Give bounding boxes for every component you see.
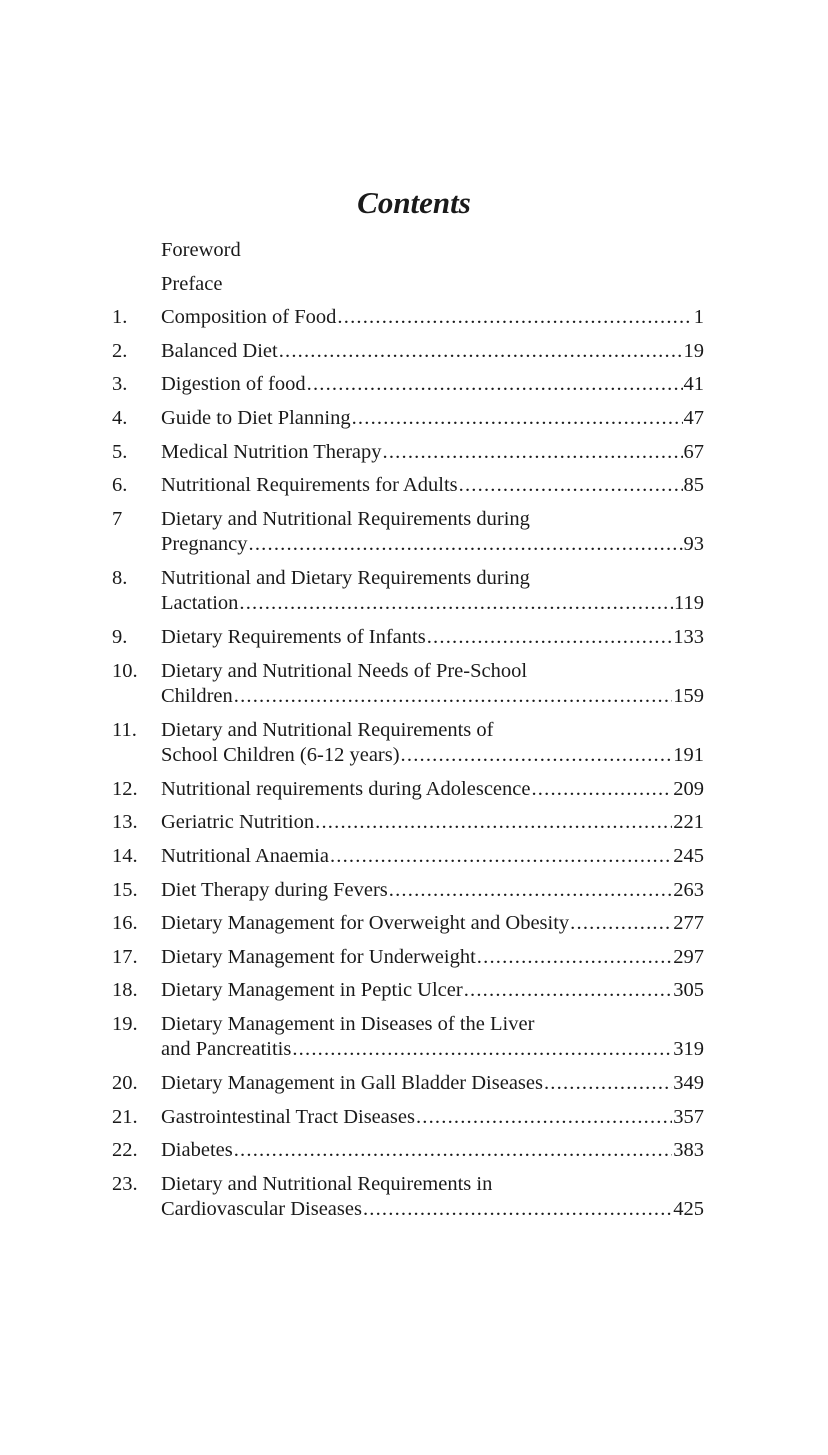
entry-line xyxy=(161,532,704,558)
entry-body xyxy=(161,372,704,398)
dot-leader xyxy=(477,945,672,971)
toc-entry[interactable] xyxy=(112,945,704,971)
entry-line xyxy=(161,1172,704,1198)
entry-title-text: Dietary Management in Diseases of the Liver xyxy=(161,1012,535,1035)
entry-body xyxy=(161,507,704,558)
entry-body xyxy=(161,1138,704,1164)
dot-leader xyxy=(330,844,672,870)
entry-number: 12. xyxy=(112,777,138,800)
page-number: 159 xyxy=(673,685,704,708)
entry-title-text: Cardiovascular Diseases xyxy=(161,1198,362,1221)
entry-title-text: Dietary Management in Gall Bladder Diseases xyxy=(161,1071,543,1094)
entry-title-text: Composition of Food xyxy=(161,306,337,329)
entry-body xyxy=(161,1105,704,1131)
entry-number: 15. xyxy=(112,878,138,901)
entry-number: 11. xyxy=(112,718,137,741)
dot-leader xyxy=(531,777,672,803)
entry-line xyxy=(161,1197,704,1223)
dot-leader xyxy=(401,743,673,769)
page-number: 305 xyxy=(673,979,704,1002)
page-number: 425 xyxy=(673,1198,704,1221)
entry-number: 5. xyxy=(112,440,128,463)
entry-body xyxy=(161,878,704,904)
page-number: 191 xyxy=(673,744,704,767)
entry-number: 8. xyxy=(112,566,128,589)
entry-line xyxy=(161,1138,704,1164)
entry-title-text: Nutritional requirements during Adolescence xyxy=(161,777,531,800)
page-number: 349 xyxy=(673,1071,704,1094)
entry-number: 10. xyxy=(112,659,138,682)
entry-title-text: Nutritional and Dietary Requirements during xyxy=(161,566,530,589)
toc-entry[interactable] xyxy=(112,625,704,651)
entry-number: 23. xyxy=(112,1172,138,1195)
entry-title-text: Geriatric Nutrition xyxy=(161,811,315,834)
dot-leader xyxy=(292,1037,672,1063)
entry-number: 3. xyxy=(112,373,128,396)
entry-line xyxy=(161,339,704,365)
toc-entry[interactable] xyxy=(112,810,704,836)
toc-entry[interactable] xyxy=(112,718,704,769)
entry-number: 16. xyxy=(112,912,138,935)
entry-body xyxy=(161,305,704,331)
page-number: 119 xyxy=(674,592,704,615)
entry-line xyxy=(161,945,704,971)
entry-number: 18. xyxy=(112,979,138,1002)
entry-title: Preface xyxy=(161,272,223,295)
entry-number: 20. xyxy=(112,1071,138,1094)
page-number: 245 xyxy=(673,844,704,867)
entry-number-blank xyxy=(112,238,161,264)
entry-number: 19. xyxy=(112,1012,138,1035)
entry-line xyxy=(161,372,704,398)
entry-body xyxy=(161,777,704,803)
entry-body xyxy=(161,978,704,1004)
page-number: 41 xyxy=(683,373,704,396)
dot-leader xyxy=(416,1105,672,1131)
page-number: 221 xyxy=(673,811,704,834)
toc-entry[interactable] xyxy=(112,878,704,904)
entry-number: 22. xyxy=(112,1139,138,1162)
dot-leader xyxy=(315,810,672,836)
page-number: 263 xyxy=(673,878,704,901)
entry-line xyxy=(161,1071,704,1097)
entry-body xyxy=(161,1012,704,1063)
entry-title-text: Dietary Management for Underweight xyxy=(161,945,476,968)
entry-title-text: Dietary and Nutritional Requirements during xyxy=(161,507,530,530)
entry-title-text: School Children (6-12 years) xyxy=(161,744,400,767)
entry-body xyxy=(161,844,704,870)
dot-leader xyxy=(249,532,683,558)
entry-line xyxy=(161,591,704,617)
entry-body xyxy=(161,625,704,651)
toc-entry[interactable] xyxy=(112,1012,704,1063)
entry-title-text: Children xyxy=(161,685,233,708)
dot-leader xyxy=(389,878,672,904)
entry-number-blank xyxy=(112,272,161,298)
entry-title-text: Nutritional Anaemia xyxy=(161,844,329,867)
entry-body xyxy=(161,473,704,499)
toc-entry[interactable] xyxy=(112,911,704,937)
entry-title-text: Dietary Requirements of Infants xyxy=(161,625,426,648)
dot-leader xyxy=(234,684,673,710)
entry-title-text: Dietary and Nutritional Requirements of xyxy=(161,718,494,741)
dot-leader xyxy=(459,473,683,499)
entry-body xyxy=(161,911,704,937)
entry-title-text: Balanced Diet xyxy=(161,339,278,362)
toc-front-matter-item[interactable] xyxy=(112,272,704,298)
entry-line xyxy=(161,878,704,904)
dot-leader xyxy=(279,339,683,365)
entry-line xyxy=(161,911,704,937)
toc-entry[interactable] xyxy=(112,339,704,365)
entry-line xyxy=(161,659,704,685)
entry-title-text: Dietary Management in Peptic Ulcer xyxy=(161,979,463,1002)
entry-line xyxy=(161,473,704,499)
entry-line xyxy=(161,1105,704,1131)
entry-number: 9. xyxy=(112,625,128,648)
dot-leader xyxy=(239,591,673,617)
entry-body xyxy=(161,810,704,836)
table-of-contents xyxy=(112,238,704,1231)
entry-line xyxy=(161,1012,704,1038)
page-number: 297 xyxy=(673,945,704,968)
entry-number: 4. xyxy=(112,406,128,429)
entry-number: 1. xyxy=(112,306,128,329)
entry-body xyxy=(161,1172,704,1223)
entry-title-text: Dietary and Nutritional Requirements in xyxy=(161,1172,493,1195)
toc-entry[interactable] xyxy=(112,372,704,398)
entry-line xyxy=(161,844,704,870)
entry-line xyxy=(161,777,704,803)
toc-entry[interactable] xyxy=(112,1138,704,1164)
entry-title-text: Pregnancy xyxy=(161,533,248,556)
entry-title: Foreword xyxy=(161,239,241,261)
entry-title-text: Medical Nutrition Therapy xyxy=(161,440,382,463)
page-number: 85 xyxy=(683,474,704,497)
entry-line xyxy=(161,625,704,651)
toc-entry[interactable] xyxy=(112,406,704,432)
dot-leader xyxy=(234,1138,673,1164)
dot-leader xyxy=(383,440,683,466)
entry-line xyxy=(161,810,704,836)
toc-entry[interactable] xyxy=(112,1071,704,1097)
dot-leader xyxy=(464,978,673,1004)
page-number: 67 xyxy=(683,440,704,463)
entry-title-text: Guide to Diet Planning xyxy=(161,406,351,429)
page-title: Contents xyxy=(357,185,471,220)
toc-entry[interactable] xyxy=(112,844,704,870)
dot-leader xyxy=(544,1071,672,1097)
dot-leader xyxy=(570,911,672,937)
toc-entry[interactable] xyxy=(112,659,704,710)
entry-body xyxy=(161,659,704,710)
page-number: 1 xyxy=(693,306,704,329)
entry-title-text: Dietary Management for Overweight and Obesity xyxy=(161,912,570,935)
entry-title-text: Lactation xyxy=(161,592,239,615)
entry-number: 14. xyxy=(112,844,138,867)
entry-title-text: Dietary and Nutritional Needs of Pre-School xyxy=(161,659,528,682)
toc-entry[interactable] xyxy=(112,777,704,803)
dot-leader xyxy=(307,372,683,398)
toc-entry[interactable] xyxy=(112,1105,704,1131)
toc-entry[interactable] xyxy=(112,473,704,499)
dot-leader xyxy=(352,406,683,432)
entry-body xyxy=(161,1071,704,1097)
entry-line xyxy=(161,440,704,466)
entry-line xyxy=(161,718,704,744)
dot-leader xyxy=(363,1197,672,1223)
page-number: 277 xyxy=(673,912,704,935)
entry-title-text: Nutritional Requirements for Adults xyxy=(161,474,458,497)
entry-body xyxy=(161,945,704,971)
entry-body xyxy=(161,406,704,432)
entry-title-text: Digestion of food xyxy=(161,373,306,396)
toc-entry[interactable] xyxy=(112,440,704,466)
entry-number: 13. xyxy=(112,811,138,834)
entry-line xyxy=(161,978,704,1004)
entry-number: 2. xyxy=(112,339,128,362)
toc-front-matter-item[interactable] xyxy=(112,238,704,264)
page-number: 19 xyxy=(683,339,704,362)
entry-body xyxy=(161,718,704,769)
entry-body xyxy=(161,440,704,466)
entry-line xyxy=(161,743,704,769)
toc-entry[interactable] xyxy=(112,978,704,1004)
dot-leader xyxy=(427,625,673,651)
entry-line xyxy=(161,566,704,592)
page-number: 209 xyxy=(673,777,704,800)
entry-title-text: Diabetes xyxy=(161,1139,233,1162)
toc-entry[interactable] xyxy=(112,507,704,558)
page-number: 47 xyxy=(683,406,704,429)
page-number: 93 xyxy=(683,533,704,556)
toc-entry[interactable] xyxy=(112,305,704,331)
entry-body xyxy=(161,566,704,617)
dot-leader xyxy=(337,305,692,331)
entry-title-text: Diet Therapy during Fevers xyxy=(161,878,388,901)
entry-line xyxy=(161,1037,704,1063)
toc-entry[interactable] xyxy=(112,1172,704,1223)
entry-title-text: and Pancreatitis xyxy=(161,1038,292,1061)
page-number: 383 xyxy=(673,1139,704,1162)
toc-entry[interactable] xyxy=(112,566,704,617)
entry-title-text: Gastrointestinal Tract Diseases xyxy=(161,1105,415,1128)
entry-body xyxy=(161,339,704,365)
entry-number: 17. xyxy=(112,945,138,968)
entry-number: 6. xyxy=(112,474,128,497)
entry-line xyxy=(161,507,704,533)
page-number: 133 xyxy=(673,625,704,648)
entry-line xyxy=(161,406,704,432)
entry-line xyxy=(161,684,704,710)
page-number: 357 xyxy=(673,1105,704,1128)
entry-number: 21. xyxy=(112,1105,138,1128)
entry-line xyxy=(161,305,704,331)
page-number: 319 xyxy=(673,1038,704,1061)
entry-number: 7 xyxy=(112,507,123,530)
